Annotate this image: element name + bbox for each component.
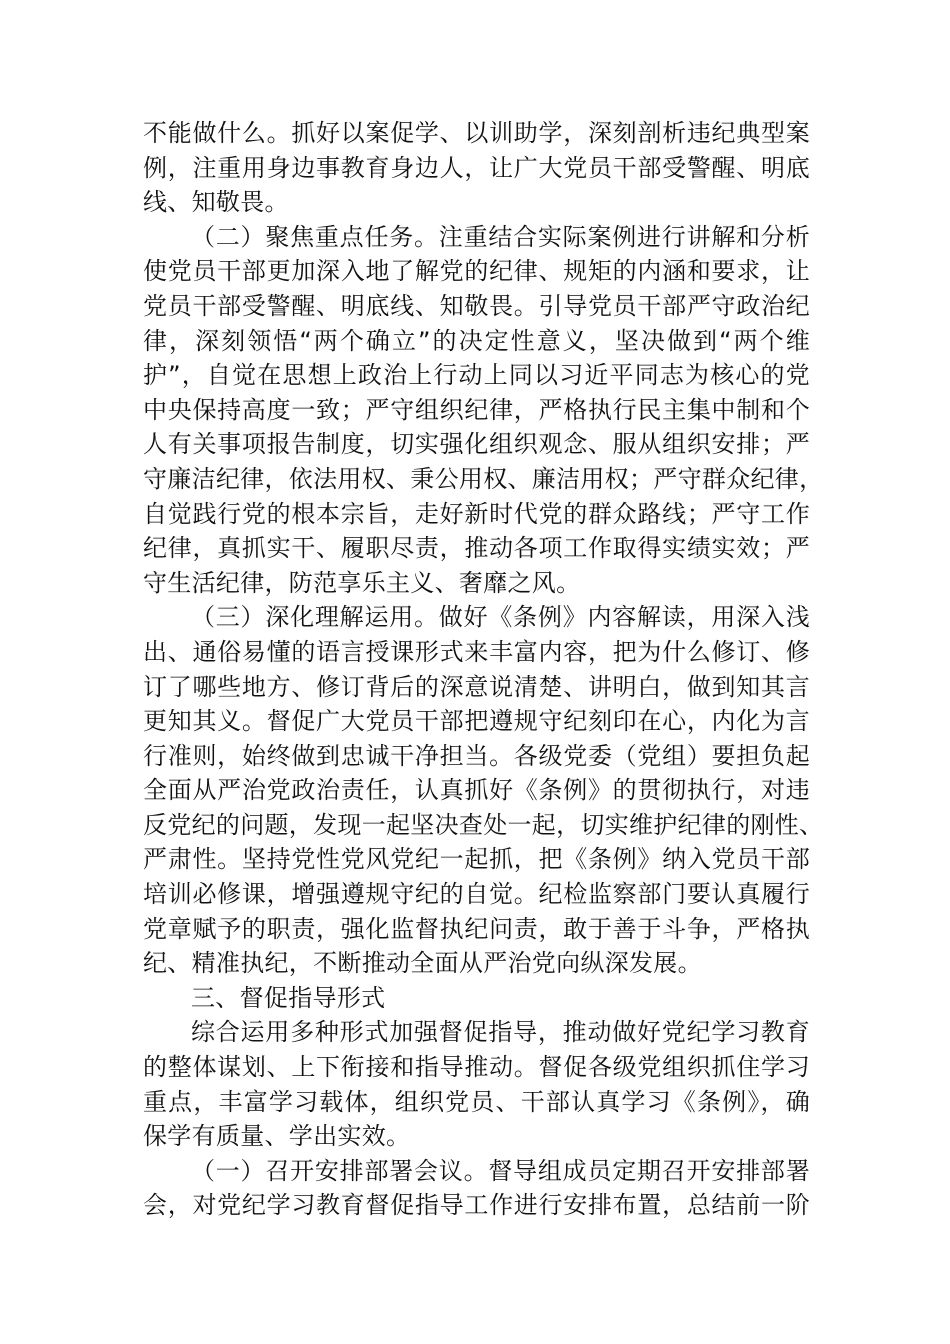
text-line: 纪律，真抓实干、履职尽责，推动各项工作取得实绩实效；严 [143,534,810,563]
section-heading-line: （二）聚焦重点任务。注重结合实际案例进行讲解和分析 [191,222,810,251]
text-line: 护”，自觉在思想上政治上行动上同以习近平同志为核心的党 [143,361,810,390]
text-line: 会，对党纪学习教育督促指导工作进行安排布置，总结前一阶 [143,1191,810,1220]
text-line: 使党员干部更加深入地了解党的纪律、规矩的内涵和要求，让 [143,257,810,286]
text-line: 人有关事项报告制度，切实强化组织观念、服从组织安排；严 [143,430,810,459]
text-line: 例，注重用身边事教育身边人，让广大党员干部受警醒、明底 [143,153,810,182]
text-line: 综合运用多种形式加强督促指导，推动做好党纪学习教育 [191,1018,810,1047]
text-line: 律，深刻领悟“两个确立”的决定性意义，坚决做到“两个维 [143,326,810,355]
text-line: 守廉洁纪律，依法用权、秉公用权、廉洁用权；严守群众纪律， [143,464,824,493]
section-title: 三、督促指导形式 [191,983,386,1012]
text-line: 不能做什么。抓好以案促学、以训助学，深刻剖析违纪典型案 [143,119,810,147]
section-heading-line: （一）召开安排部署会议。督导组成员定期召开安排部署 [191,1156,810,1185]
text-line: 培训必修课，增强遵规守纪的自觉。纪检监察部门要认真履行 [143,880,810,909]
text-line: 重点，丰富学习载体，组织党员、干部认真学习《条例》，确 [143,1087,810,1116]
text-line: 更知其义。督促广大党员干部把遵规守纪刻印在心，内化为言 [143,707,810,736]
text-line: 纪、精准执纪，不断推动全面从严治党向纵深发展。 [143,949,702,978]
text-line: 的整体谋划、上下衔接和指导推动。督促各级党组织抓住学习 [143,1053,810,1082]
text-line: 党章赋予的职责，强化监督执纪问责，敢于善于斗争，严格执 [143,914,810,943]
text-line: 中央保持高度一致；严守组织纪律，严格执行民主集中制和个 [143,395,810,424]
text-line: 线、知敬畏。 [143,188,289,217]
section-heading-line: （三）深化理解运用。做好《条例》内容解读，用深入浅 [191,603,810,632]
text-line: 反党纪的问题，发现一起坚决查处一起，切实维护纪律的刚性、 [143,810,824,839]
text-line: 行准则，始终做到忠诚干净担当。各级党委（党组）要担负起 [143,741,810,770]
text-line: 自觉践行党的根本宗旨，走好新时代党的群众路线；严守工作 [143,499,810,528]
text-line: 严肃性。坚持党性党风党纪一起抓，把《条例》纳入党员干部 [143,845,810,874]
text-line: 出、通俗易懂的语言授课形式来丰富内容，把为什么修订、修 [143,637,810,666]
text-line: 党员干部受警醒、明底线、知敬畏。引导党员干部严守政治纪 [143,291,810,320]
text-line: 订了哪些地方、修订背后的深意说清楚、讲明白，做到知其言 [143,672,810,701]
body-text [143,116,824,1223]
text-line: 全面从严治党政治责任，认真抓好《条例》的贯彻执行，对违 [143,776,810,805]
text-line: 守生活纪律，防范享乐主义、奢靡之风。 [143,568,581,597]
text-line: 保学有质量、学出实效。 [143,1122,411,1151]
